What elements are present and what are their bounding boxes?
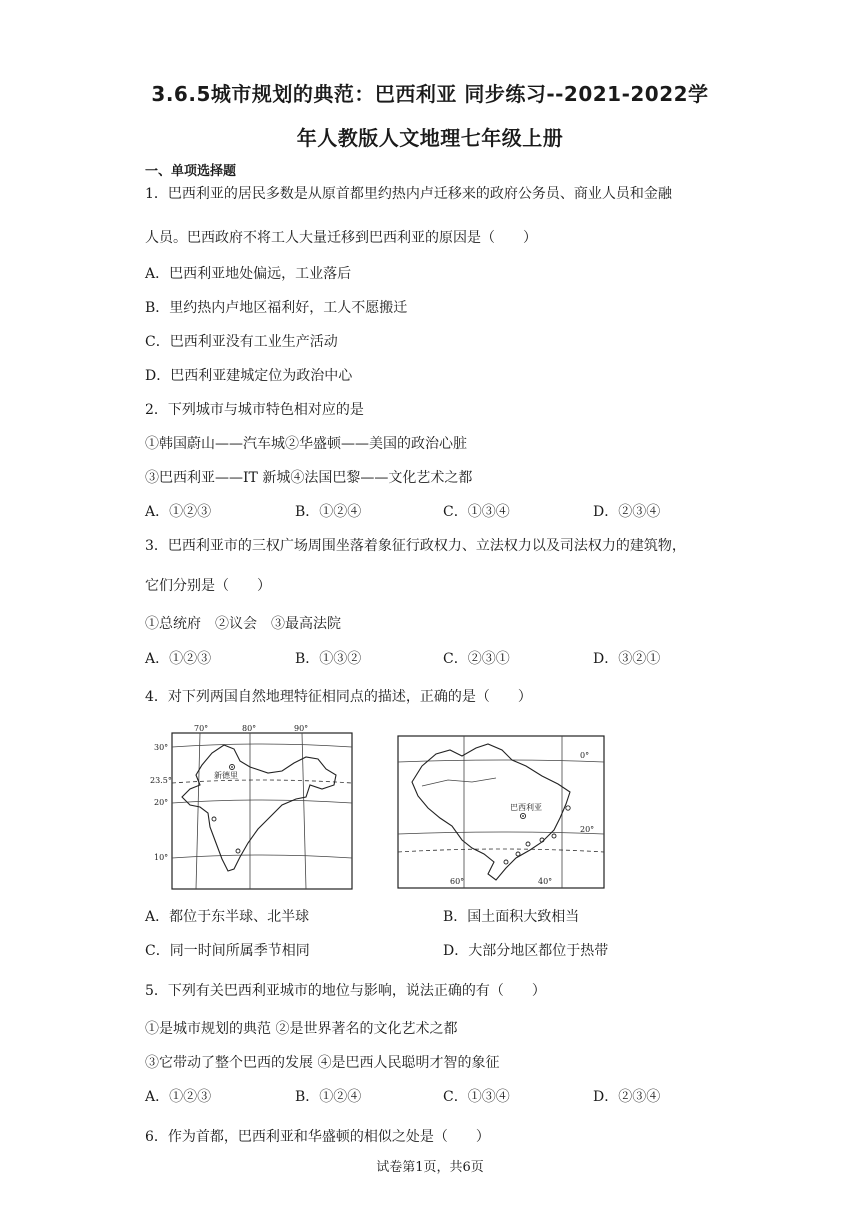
india-lon-70: 70° bbox=[194, 724, 209, 733]
q5-option-a: A．①②③ bbox=[145, 1089, 212, 1105]
page-title-line-2: 年人教版人文地理七年级上册 bbox=[296, 126, 564, 150]
q1-option-c: C．巴西利亚没有工业生产活动 bbox=[145, 334, 338, 350]
india-lat-30: 30° bbox=[154, 743, 169, 752]
q4-option-c: C．同一时间所属季节相同 bbox=[145, 943, 310, 959]
brazil-lat-0: 0° bbox=[580, 751, 590, 760]
india-lon-80: 80° bbox=[242, 724, 257, 733]
q2-option-d: D．②③④ bbox=[593, 504, 661, 520]
q2-stem-line-3: ③巴西利亚——IT 新城④法国巴黎——文化艺术之都 bbox=[145, 470, 473, 486]
brazil-lon-40: 40° bbox=[538, 877, 553, 886]
q2-options bbox=[145, 501, 705, 521]
q3-option-d: D．③②① bbox=[593, 651, 661, 667]
page-title-line-1: 3.6.5城市规划的典范：巴西利亚 同步练习--2021-2022学 bbox=[151, 82, 709, 106]
q3-stem-line-1: 3．巴西利亚市的三权广场周围坐落着象征行政权力、立法权力以及司法权力的建筑物， bbox=[145, 538, 686, 554]
q3-options bbox=[145, 648, 705, 668]
q2-option-b: B．①②④ bbox=[295, 504, 362, 520]
section-heading: 一、单项选择题 bbox=[145, 164, 237, 179]
q4-options-row-2 bbox=[145, 940, 705, 960]
brazil-lat-20: 20° bbox=[580, 825, 595, 834]
q2-stem-line-1: 2．下列城市与城市特色相对应的是 bbox=[145, 402, 364, 418]
brazil-city-label: 巴西利亚 bbox=[510, 803, 542, 812]
q1-stem-line-1: 1．巴西利亚的居民多数是从原首都里约热内卢迁移来的政府公务员、商业人员和金融 bbox=[145, 186, 672, 202]
q2-option-c: C．①③④ bbox=[443, 504, 510, 520]
q1-stem-line-2: 人员。巴西政府不将工人大量迁移到巴西利亚的原因是（ ） bbox=[145, 230, 537, 246]
q5-option-d: D．②③④ bbox=[593, 1089, 661, 1105]
brazil-map bbox=[392, 730, 612, 892]
q2-option-a: A．①②③ bbox=[145, 504, 212, 520]
q3-option-c: C．②③① bbox=[443, 651, 510, 667]
q5-stem-line-1: 5．下列有关巴西利亚城市的地位与影响，说法正确的有（ ） bbox=[145, 983, 546, 999]
india-lat-10: 10° bbox=[154, 853, 169, 862]
india-lat-20: 20° bbox=[154, 798, 169, 807]
q3-option-b: B．①③② bbox=[295, 651, 362, 667]
q3-stem-line-3: ①总统府 ②议会 ③最高法院 bbox=[145, 616, 341, 632]
q4-option-d: D．大部分地区都位于热带 bbox=[443, 943, 609, 959]
q2-stem-line-2: ①韩国蔚山——汽车城②华盛顿——美国的政治心脏 bbox=[145, 436, 467, 452]
q6-stem-line-1: 6．作为首都，巴西利亚和华盛顿的相似之处是（ ） bbox=[145, 1129, 490, 1145]
q1-option-a: A．巴西利亚地处偏远，工业落后 bbox=[145, 266, 352, 282]
q4-option-b: B．国土面积大致相当 bbox=[443, 909, 580, 925]
india-city-label: 新德里 bbox=[214, 771, 238, 780]
india-lat-23-5: 23.5° bbox=[150, 776, 172, 785]
q5-stem-line-3: ③它带动了整个巴西的发展 ④是巴西人民聪明才智的象征 bbox=[145, 1055, 500, 1071]
q4-option-a: A．都位于东半球、北半球 bbox=[145, 909, 310, 925]
q5-option-c: C．①③④ bbox=[443, 1089, 510, 1105]
page-footer: 试卷第1页，共6页 bbox=[376, 1160, 484, 1175]
q1-option-b: B．里约热内卢地区福利好，工人不愿搬迁 bbox=[145, 300, 408, 316]
q5-option-b: B．①②④ bbox=[295, 1089, 362, 1105]
brazil-lon-60: 60° bbox=[450, 877, 465, 886]
q5-stem-line-2: ①是城市规划的典范 ②是世界著名的文化艺术之都 bbox=[145, 1021, 458, 1037]
india-map bbox=[150, 723, 360, 895]
q3-stem-line-2: 它们分别是（ ） bbox=[145, 578, 271, 594]
q5-options bbox=[145, 1086, 705, 1106]
q3-option-a: A．①②③ bbox=[145, 651, 212, 667]
india-lon-90: 90° bbox=[294, 724, 309, 733]
q4-stem-line-1: 4．对下列两国自然地理特征相同点的描述，正确的是（ ） bbox=[145, 689, 532, 705]
q4-options-row-1 bbox=[145, 906, 705, 926]
q1-option-d: D．巴西利亚建城定位为政治中心 bbox=[145, 368, 353, 384]
